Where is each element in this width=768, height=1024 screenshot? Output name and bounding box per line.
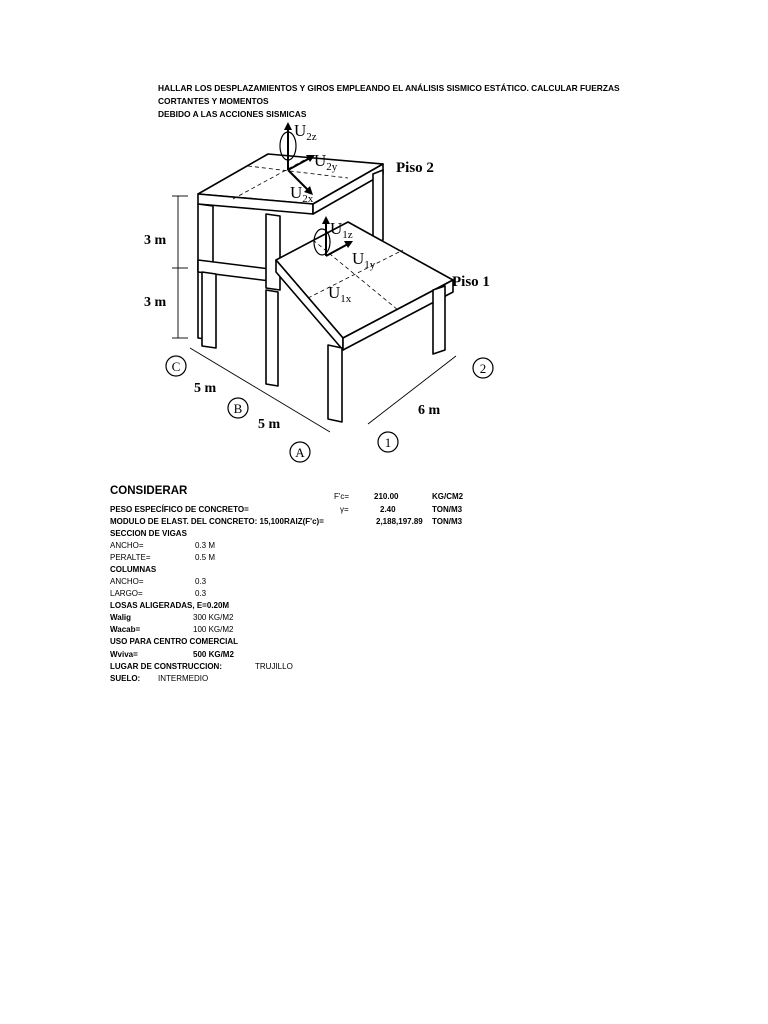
- column-upper-back: [373, 170, 383, 244]
- u2z-label: $U_{2z}$: [294, 121, 317, 143]
- vigas-ancho-label: ANCHO=: [110, 541, 144, 550]
- u1x-label: $U_{1x}$: [328, 283, 352, 305]
- e-unit: TON/M3: [432, 517, 463, 526]
- columnas-heading: COLUMNAS: [110, 565, 157, 574]
- col-ancho-value: 0.3: [195, 577, 207, 586]
- u2y-label: $U_{2y}$: [314, 151, 338, 173]
- axis-a-label: A: [295, 445, 305, 460]
- vigas-heading: SECCION DE VIGAS: [110, 529, 187, 538]
- suelo-value: INTERMEDIO: [158, 674, 209, 683]
- frame-upper-b: [266, 214, 280, 290]
- wacab-label: Wacab=: [110, 625, 141, 634]
- col-largo-value: 0.3: [195, 589, 207, 598]
- problem-statement-line1: HALLAR LOS DESPLAZAMIENTOS Y GIROS EMPLEANDO EL ANÁLISIS SISMICO ESTÁTICO. CALCULAR FUERZAS CORTANTES Y MOMENTOS: [158, 83, 620, 106]
- walig-label: Walig: [110, 613, 132, 622]
- vigas-ancho-value: 0.3 M: [195, 541, 216, 550]
- col-ancho-label: ANCHO=: [110, 577, 144, 586]
- gamma-unit: TON/M3: [432, 505, 463, 514]
- axis-2-label: 2: [479, 361, 487, 376]
- fc-unit: KG/CM2: [432, 492, 464, 501]
- slab-piso1-top: [276, 222, 453, 338]
- u2x-label: $U_{2x}$: [290, 183, 314, 205]
- u1z-label: $U_{1z}$: [330, 219, 353, 241]
- lugar-value: TRUJILLO: [255, 662, 293, 671]
- wviva-label: Wviva=: [110, 650, 138, 659]
- walig-value: 300 KG/M2: [193, 613, 234, 622]
- axis-1-label: 1: [384, 435, 392, 450]
- suelo-label: SUELO:: [110, 674, 141, 683]
- col-largo-label: LARGO=: [110, 589, 143, 598]
- fc-label: F'c=: [334, 492, 350, 501]
- piso2-label: Piso 2: [396, 160, 434, 176]
- dim-cb-label: 5 m: [194, 381, 217, 396]
- height-top-label: 3 m: [144, 233, 167, 248]
- column-c: [202, 272, 216, 348]
- piso1-label: Piso 1: [452, 274, 490, 290]
- gamma-value: 2.40: [380, 505, 396, 514]
- uso-heading: USO PARA CENTRO COMERCIAL: [110, 637, 238, 646]
- lugar-label: LUGAR DE CONSTRUCCION:: [110, 662, 222, 671]
- gamma-label: γ=: [340, 505, 349, 514]
- vigas-peralte-label: PERALTE=: [110, 553, 151, 562]
- column-a: [328, 345, 342, 422]
- axis-b-label: B: [233, 401, 243, 416]
- dim-12-label: 6 m: [418, 403, 441, 418]
- e-value: 2,188,197.89: [376, 517, 423, 526]
- problem-statement-line2: DEBIDO A LAS ACCIONES SISMICAS: [158, 109, 307, 119]
- height-bottom-label: 3 m: [144, 295, 167, 310]
- dim-ba-label: 5 m: [258, 417, 281, 432]
- column-b: [266, 290, 278, 386]
- fc-value: 210.00: [374, 492, 399, 501]
- column-front-right: [433, 286, 445, 354]
- wviva-value: 500 KG/M2: [193, 650, 234, 659]
- structure-figure: [144, 110, 508, 470]
- vigas-peralte-value: 0.5 M: [195, 553, 216, 562]
- wacab-value: 100 KG/M2: [193, 625, 234, 634]
- peso-label: PESO ESPECÍFICO DE CONCRETO=: [110, 505, 249, 514]
- modulo-label: MODULO DE ELAST. DEL CONCRETO: 15,100RAIZ(F'c)=: [110, 517, 324, 526]
- considerar-heading: CONSIDERAR: [110, 485, 188, 497]
- losas-heading: LOSAS ALIGERADAS, E=0.20M: [110, 601, 230, 610]
- u1y-label: $U_{1y}$: [352, 249, 376, 271]
- axis-c-label: C: [171, 359, 181, 374]
